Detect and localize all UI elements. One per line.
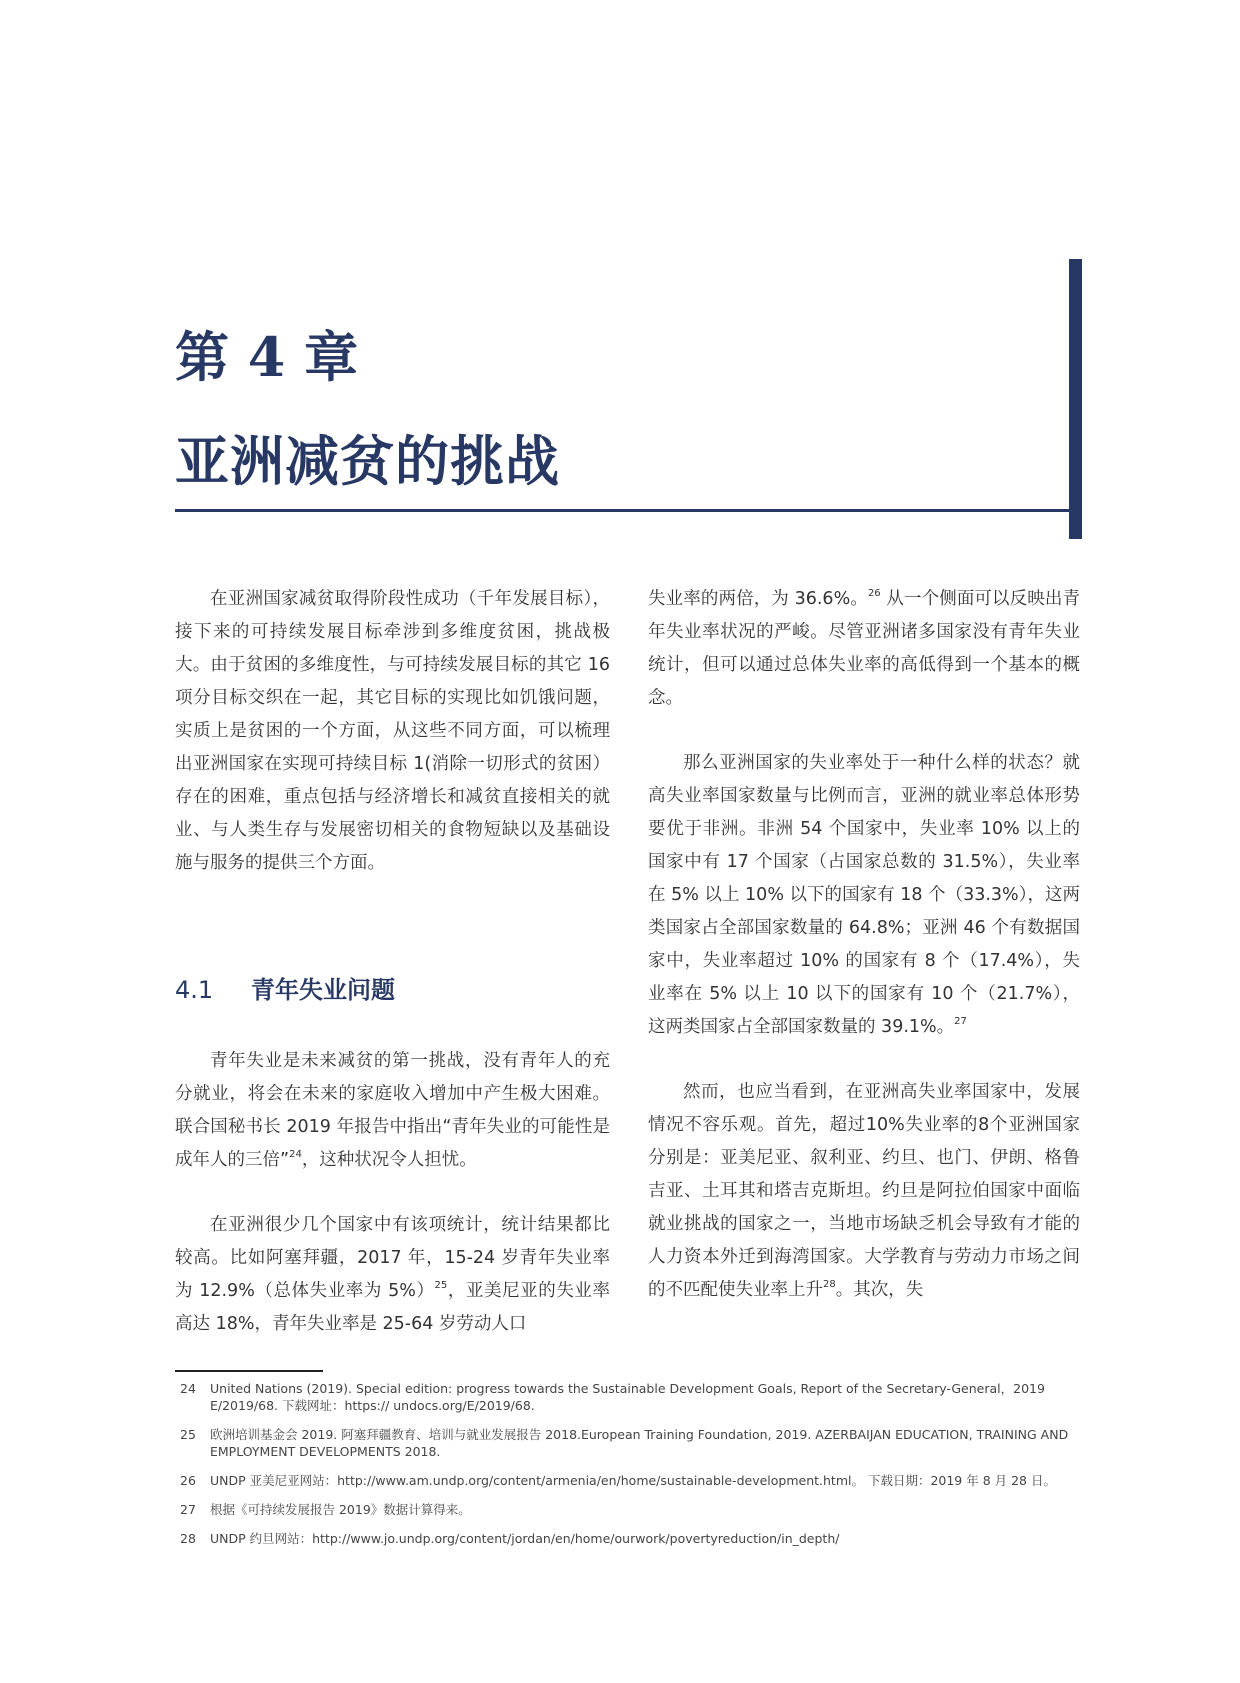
text-run: 从一个侧面可以反映出青年失业率状况的严峻。尽管亚洲诸多国家没有青年失业统计，但可以通过总体失业率的高低得到一个基本的概念。 bbox=[648, 589, 1081, 708]
text-run: 。其次，失 bbox=[835, 1280, 924, 1300]
footnote-separator bbox=[175, 1370, 323, 1372]
section-number: 4.1 bbox=[175, 976, 214, 1004]
footnote-text: UNDP 约旦网站：http://www.jo.undp.org/content/jordan/en/home/ourwork/povertyreduction/in_depth/ bbox=[210, 1531, 840, 1546]
text-run: ，亚美尼亚的失业率高达 18%，青年失业率是 25-64 岁劳动人口 bbox=[175, 1281, 611, 1334]
intro-text bbox=[175, 583, 610, 880]
footnote-number: 28 bbox=[180, 1531, 196, 1546]
footnote bbox=[180, 1426, 1080, 1460]
footnote-text: 欧洲培训基金会 2019. 阿塞拜疆教育、培训与就业发展报告 2018.European Training Foundation, 2019. AZERBAIJAN EDUCATION, TRAINING AND EMPLOYMENT DEVELOPMENTS 2018. bbox=[210, 1427, 1069, 1459]
footnote bbox=[180, 1530, 1080, 1547]
text-run: 青年失业是未来减贫的第一挑战，没有青年人的充分就业，将会在未来的家庭收入增加中产生极大困难。联合国秘书长 2019 年报告中指出“青年失业的可能性是成年人的三倍” bbox=[175, 1051, 610, 1170]
footnote bbox=[180, 1501, 1080, 1518]
footnote-text: UNDP 亚美尼亚网站：http://www.am.undp.org/content/armenia/en/home/sustainable-development.html。 下载日期：2019 年 8 月 28 日。 bbox=[210, 1473, 1056, 1488]
chapter-title: 亚洲减贫的挑战 bbox=[175, 430, 560, 493]
footnote-ref[interactable]: 25 bbox=[434, 1280, 448, 1291]
right-paragraph-2 bbox=[648, 747, 1080, 1044]
section-title: 青年失业问题 bbox=[251, 975, 395, 1004]
chapter-accent-bar bbox=[1069, 259, 1082, 539]
text-run: 在亚洲很少几个国家中有该项统计，统计结果都比较高。比如阿塞拜疆，2017 年，15-24 岁青年失业率为 12.9%（总体失业率为 5%） bbox=[175, 1215, 610, 1301]
footnote-number: 27 bbox=[180, 1502, 196, 1517]
right-column bbox=[648, 583, 1080, 1307]
footnote-text: 根据《可持续发展报告 2019》数据计算得来。 bbox=[210, 1502, 471, 1517]
section-heading bbox=[175, 975, 395, 1004]
section-paragraph-1 bbox=[175, 1045, 610, 1177]
footnote-ref[interactable]: 27 bbox=[954, 1016, 967, 1027]
footnotes bbox=[180, 1380, 1080, 1559]
footnote-ref[interactable]: 24 bbox=[289, 1149, 302, 1160]
text-run: 失业率的两倍，为 36.6%。 bbox=[648, 589, 868, 609]
footnote-number: 24 bbox=[180, 1381, 196, 1396]
section-text bbox=[175, 1045, 610, 1341]
chapter-title-rule bbox=[175, 509, 1070, 512]
intro-paragraph: 在亚洲国家减贫取得阶段性成功（千年发展目标），接下来的可持续发展目标牵涉到多维度贫困，挑战极大。由于贫困的多维度性，与可持续发展目标的其它 16 项分目标交织在一起，其它目标的实现比如饥饿问题，实质上是贫困的一个方面，从这些不同方面，可以梳理出亚洲国家在实现可持续目标 1(消除一切形式的贫困）存在的困难，重点包括与经济增长和减贫直接相关的就业、与人类生存与发展密切相关的食物短缺以及基础设施与服务的提供三个方面。 bbox=[175, 589, 610, 873]
right-paragraph-3 bbox=[648, 1076, 1080, 1307]
text-run: 那么亚洲国家的失业率处于一种什么样的状态？就高失业率国家数量与比例而言，亚洲的就业率总体形势要优于非洲。非洲 54 个国家中，失业率 10% 以上的国家中有 17 个国家（占国家总数的 31.5%），失业率在 5% 以上 10% 以下的国家有 18 个（33.3%），这两类国家占全部国家数量的 64.8%；亚洲 46 个有数据国家中，失业率超过 10% 的国家有 8 个（17.4%），失业率在 5% 以上 10 以下的国家有 10 个（21.7%），这两类国家占全部国家数量的 39.1%。 bbox=[648, 753, 1080, 1037]
footnote-ref[interactable]: 26 bbox=[867, 588, 881, 599]
footnote bbox=[180, 1472, 1080, 1489]
footnote-number: 26 bbox=[180, 1473, 196, 1488]
chapter-number: 第 4 章 bbox=[175, 325, 359, 389]
text-run: 然而，也应当看到，在亚洲高失业率国家中，发展情况不容乐观。首先，超过10%失业率的8个亚洲国家分别是：亚美尼亚、叙利亚、约旦、也门、伊朗、格鲁吉亚、土耳其和塔吉克斯坦。约旦是阿拉伯国家中面临就业挑战的国家之一，当地市场缺乏机会导致有才能的人力资本外迁到海湾国家。大学教育与劳动力市场之间的不匹配使失业率上升 bbox=[648, 1082, 1080, 1300]
footnote bbox=[180, 1380, 1080, 1414]
text-run: ，这种状况令人担忧。 bbox=[301, 1150, 477, 1170]
right-paragraph-1 bbox=[648, 583, 1080, 715]
footnote-number: 25 bbox=[180, 1427, 196, 1442]
footnote-ref[interactable]: 28 bbox=[823, 1279, 836, 1290]
section-paragraph-2 bbox=[175, 1209, 610, 1341]
footnote-text: United Nations (2019). Special edition: progress towards the Sustainable Development Goals, Report of the Secretary-General，2019 E/2019/68. 下载网址：https:// undocs.org/E/2019/68. bbox=[210, 1381, 1045, 1413]
